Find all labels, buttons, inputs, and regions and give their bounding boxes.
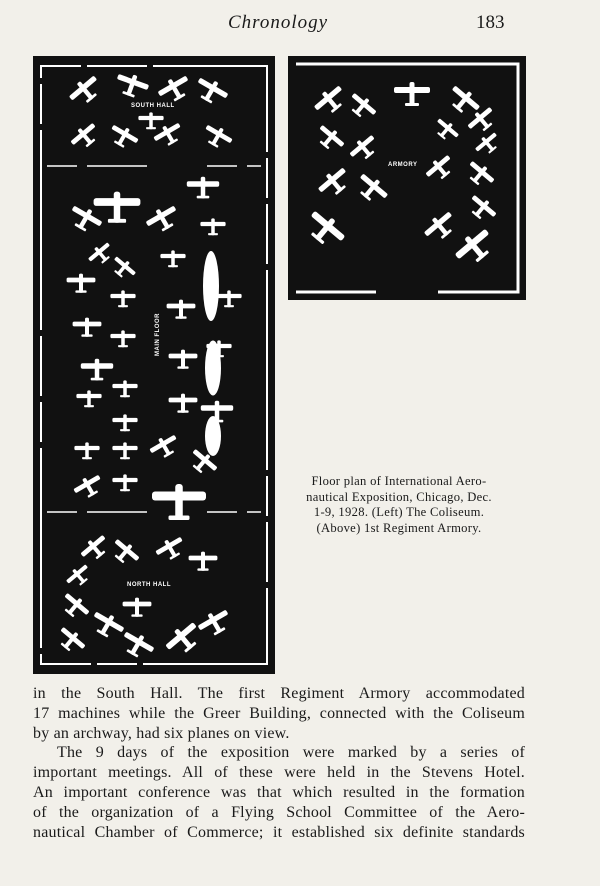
page-number: 183 xyxy=(476,12,505,33)
airplane-icon xyxy=(169,350,198,369)
main-floor-label: MAIN FLOOR xyxy=(155,313,161,356)
airplane-icon xyxy=(94,192,141,223)
body-line: An important conference was that which resulted in the formation xyxy=(33,783,525,801)
airplane-icon xyxy=(315,164,354,201)
airplane-icon xyxy=(192,74,231,109)
airplane-icon xyxy=(112,414,137,431)
caption-line: 1-9, 1928. (Left) The Coliseum. xyxy=(313,505,485,519)
airplane-icon xyxy=(216,290,241,307)
airplane-icon xyxy=(74,442,99,459)
body-line: nautical Chamber of Commerce; it established six definite standards xyxy=(33,823,525,841)
airplane-icon xyxy=(465,192,499,225)
caption-line: (Above) 1st Regiment Armory. xyxy=(316,520,482,535)
airplane-icon xyxy=(313,122,347,155)
airplane-icon xyxy=(112,474,137,491)
airplane-icon xyxy=(473,130,503,159)
caption-line: nautical Exposition, Chicago, Dec. xyxy=(306,489,492,504)
airplane-icon xyxy=(152,484,206,520)
airplane-icon xyxy=(106,121,141,152)
page-header-title: Chronology xyxy=(228,12,329,33)
airplane-icon xyxy=(66,72,105,109)
armory-plan-drawing xyxy=(288,56,526,300)
airplane-icon xyxy=(143,202,182,237)
airplane-icon xyxy=(155,72,194,107)
airplane-icon xyxy=(118,628,157,663)
caption-line: Floor plan of International Aero- xyxy=(311,474,487,488)
body-line: of the organization of a Flying School Committee of the Aero- xyxy=(33,803,525,821)
airplane-icon xyxy=(113,70,151,101)
airplane-icon xyxy=(167,300,196,319)
airplane-icon xyxy=(147,431,182,462)
airplane-icon xyxy=(108,254,138,283)
airplane-icon xyxy=(311,82,350,119)
airplane-icon xyxy=(76,390,101,407)
figure-caption xyxy=(284,474,514,536)
airplane-icon xyxy=(421,208,460,245)
airplane-icon xyxy=(73,318,102,337)
airplane-icon xyxy=(58,590,92,623)
airplane-icon xyxy=(352,170,391,207)
airplane-icon xyxy=(54,624,88,657)
airplane-icon xyxy=(423,152,457,185)
airplane-icon xyxy=(86,240,116,269)
airplane-icon xyxy=(189,552,218,571)
airplane-icon xyxy=(138,112,163,129)
airplane-icon xyxy=(110,330,135,347)
airship-icon xyxy=(203,251,219,321)
airplane-icon xyxy=(108,536,142,569)
airplane-icon xyxy=(123,598,152,617)
airplane-icon xyxy=(345,90,379,123)
airplane-icon xyxy=(302,207,349,253)
body-line: The 9 days of the exposition were marked by a series of xyxy=(57,744,525,762)
airplane-icon xyxy=(71,471,106,502)
airplane-icon xyxy=(195,606,234,641)
airplane-icon xyxy=(151,119,186,150)
airplane-icon xyxy=(66,202,105,237)
airplane-icon xyxy=(200,121,235,152)
airplane-icon xyxy=(112,380,137,397)
airplane-icon xyxy=(200,218,225,235)
body-paragraphs xyxy=(33,684,525,842)
airplane-icon xyxy=(187,177,219,199)
coliseum-plan-drawing xyxy=(33,56,275,674)
airplane-icon xyxy=(451,225,498,271)
armory-label: ARMORY xyxy=(388,162,418,168)
armory-floor-plan xyxy=(288,56,526,300)
body-line: in the South Hall. The first Regiment Armory accommodated xyxy=(33,685,525,702)
airplane-icon xyxy=(67,274,96,293)
body-line: 17 machines while the Greer Building, connected with the Coliseum xyxy=(33,704,525,722)
airplane-icon xyxy=(347,132,381,165)
airplane-icon xyxy=(169,394,198,413)
airplane-icon xyxy=(68,120,102,153)
airplane-icon xyxy=(88,608,127,643)
south-hall-label: SOUTH HALL xyxy=(131,103,175,109)
airplane-icon xyxy=(81,359,113,381)
body-line: by an archway, had six planes on view. xyxy=(33,724,290,742)
airplane-icon xyxy=(153,533,188,564)
airplane-icon xyxy=(78,532,112,565)
north-hall-label: NORTH HALL xyxy=(127,582,171,588)
airship-icon xyxy=(205,416,221,456)
airplane-icon xyxy=(112,442,137,459)
airplane-icon xyxy=(160,250,185,267)
airplane-icon xyxy=(431,116,461,145)
airplane-icon xyxy=(394,82,430,106)
body-line: important meetings. All of these were held in the Stevens Hotel. xyxy=(33,764,525,782)
airplane-icon xyxy=(463,158,497,191)
airship-icon xyxy=(205,341,221,396)
airplane-icon xyxy=(162,618,205,660)
coliseum-floor-plan xyxy=(33,56,275,674)
airplane-icon xyxy=(64,562,94,591)
airplane-icon xyxy=(465,104,499,137)
airplane-icon xyxy=(110,290,135,307)
